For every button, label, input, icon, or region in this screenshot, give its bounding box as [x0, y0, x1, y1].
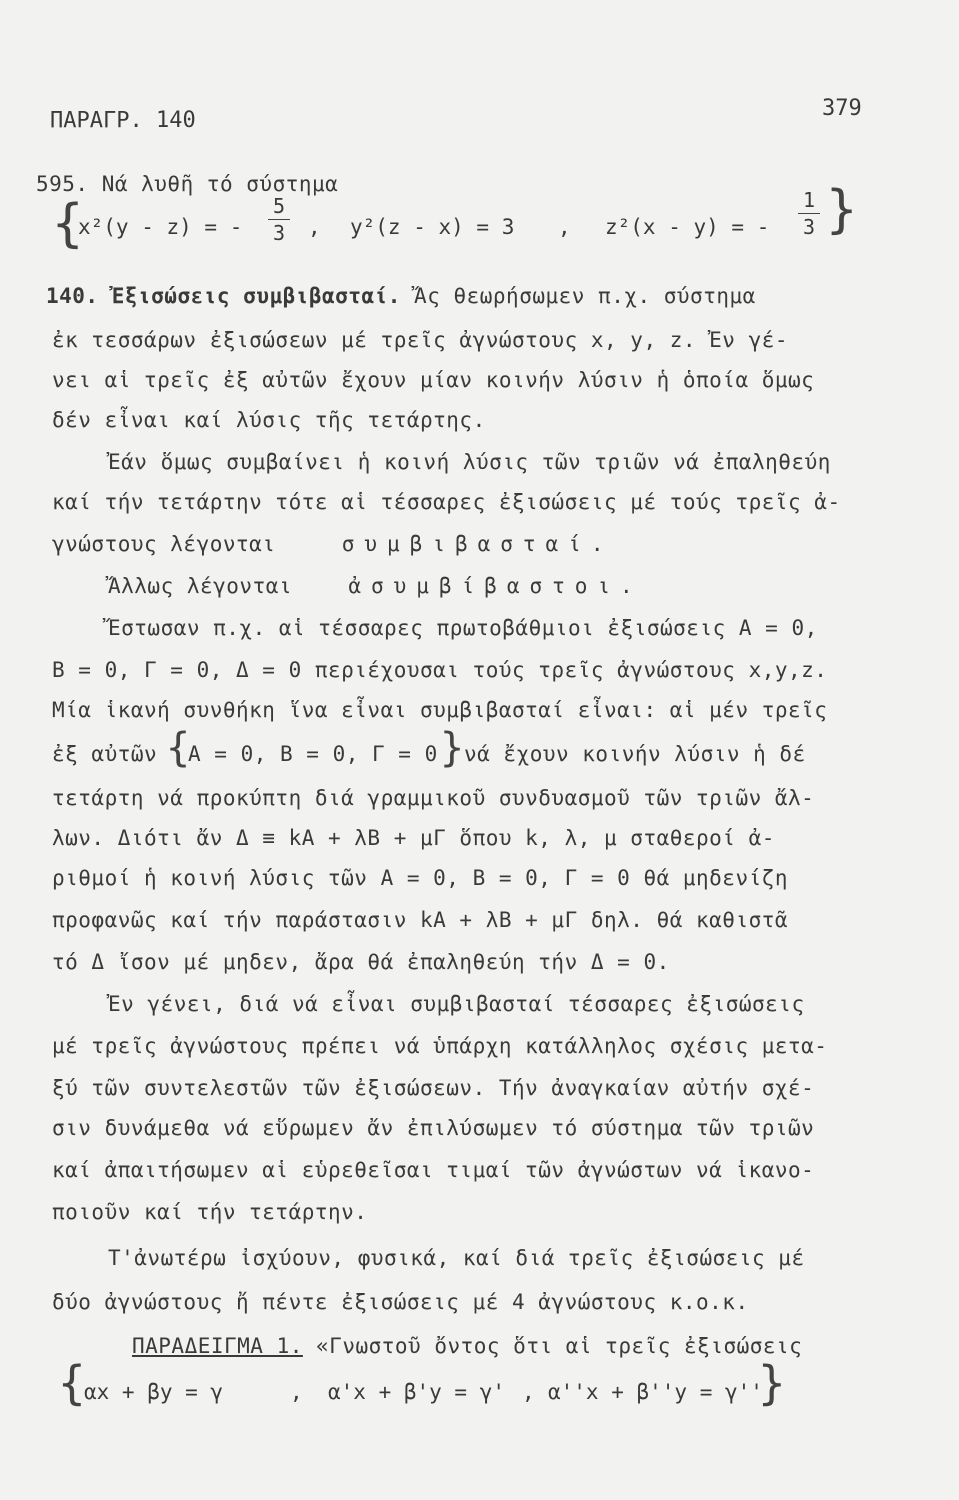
- text-line: ξύ τῶν συντελεστῶν τῶν ἐξισώσεων. Τήν ἀναγκαίαν αὐτήν σχέ-: [52, 1076, 815, 1100]
- text-fragment: ἐξ αὐτῶν: [52, 742, 158, 766]
- text-line: καί ἀπαιτήσωμεν αἱ εὑρεθεῖσαι τιμαί τῶν ἀγνώστων νά ἱκανο-: [52, 1158, 815, 1182]
- separator: ,: [522, 1380, 535, 1404]
- example-1-heading: [132, 1334, 802, 1358]
- problem-595-intro: 595. Νά λυθῆ τό σύστημα: [36, 172, 339, 196]
- separator: ,: [290, 1380, 303, 1404]
- fraction-denominator: 3: [802, 215, 816, 239]
- separator: ,: [308, 215, 321, 239]
- fraction-numerator: 5: [272, 194, 286, 218]
- equation-3: z²(x - y) = -: [605, 215, 770, 239]
- text-line: προφανῶς καί τήν παράστασιν kA + λB + μΓ δηλ. θά καθιστᾶ: [52, 908, 789, 932]
- equation-2: α'x + β'y = γ': [328, 1380, 506, 1404]
- equation-2: y²(z - x) = 3: [350, 215, 515, 239]
- text-line: B = 0, Γ = 0, Δ = 0 περιέχουσαι τούς τρεῖς ἀγνώστους x,y,z.: [52, 658, 828, 682]
- text-fragment: Ἄλλως λέγονται: [108, 574, 293, 598]
- text-line: μέ τρεῖς ἀγνώστους πρέπει νά ὑπάρχη κατάλληλος σχέσις μετα-: [52, 1034, 828, 1058]
- text-line: ἐκ τεσσάρων ἐξισώσεων μέ τρεῖς ἀγνώστους x, y, z. Ἐν γέ-: [52, 328, 789, 352]
- text-line: Ἔστωσαν π.χ. αἱ τέσσαρες πρωτοβάθμιοι ἐξισώσεις A = 0,: [108, 616, 818, 640]
- text-line: ριθμοί ἡ κοινή λύσις τῶν A = 0, B = 0, Γ = 0 θά μηδενίζη: [52, 866, 789, 890]
- text-fragment: γνώστους λέγονται: [52, 532, 276, 556]
- page-number: 379: [822, 96, 862, 121]
- text-line-compatible: [52, 532, 613, 556]
- right-brace: }: [758, 1356, 786, 1410]
- fraction-1-3: [798, 188, 820, 239]
- equation-3: α''x + β''y = γ'': [548, 1380, 763, 1404]
- text-line: τό Δ ἴσον μέ μηδεν, ἄρα θά ἐπαληθεύη τήν Δ = 0.: [52, 950, 670, 974]
- text-line: δέν εἶναι καί λύσις τῆς τετάρτης.: [52, 408, 486, 432]
- inline-equations: A = 0, B = 0, Γ = 0: [188, 742, 438, 766]
- text-line: καί τήν τετάρτην τότε αἱ τέσσαρες ἐξισώσεις μέ τούς τρεῖς ἀ-: [52, 490, 841, 514]
- separator: ,: [558, 215, 571, 239]
- fraction-denominator: 3: [272, 221, 286, 245]
- equation-1: αx + βy = γ: [84, 1380, 224, 1404]
- text-line: ποιοῦν καί τήν τετάρτην.: [52, 1200, 368, 1224]
- text-line: Ἐν γένει, διά νά εἶναι συμβιβασταί τέσσαρες ἐξισώσεις: [108, 992, 805, 1016]
- section-140-heading: [46, 284, 756, 308]
- text-line: Μία ἱκανή συνθήκη ἵνα εἶναι συμβιβασταί εἶναι: αἱ μέν τρεῖς: [52, 698, 828, 722]
- left-brace: {: [52, 194, 84, 254]
- section-title: Ἐξισώσεις συμβιβασταί.: [111, 284, 401, 308]
- fraction-bar: [798, 213, 820, 214]
- section-number: 140.: [46, 284, 99, 308]
- text-line: Ἐάν ὅμως συμβαίνει ἡ κοινή λύσις τῶν τριῶν νά ἐπαληθεύη: [108, 450, 831, 474]
- text-line-incompatible: [108, 574, 643, 598]
- text-line: τετάρτη νά προκύπτη διά γραμμικοῦ συνδυασμοῦ τῶν τριῶν ἄλ-: [52, 786, 815, 810]
- fraction-numerator: 1: [802, 188, 816, 212]
- section-heading-rest: Ἄς θεωρήσωμεν π.χ. σύστημα: [414, 284, 756, 308]
- text-fragment: νά ἔχουν κοινήν λύσιν ἡ δέ: [464, 742, 806, 766]
- section-header: ΠΑΡΑΓΡ. 140: [50, 108, 196, 133]
- equation-1: x²(y - z) = -: [78, 215, 243, 239]
- text-line: λων. Διότι ἄν Δ ≡ kA + λB + μΓ ὅπου k, λ, μ σταθεροί ἀ-: [52, 826, 775, 850]
- right-brace: }: [440, 725, 465, 771]
- left-brace: {: [166, 725, 191, 771]
- text-line: σιν δυνάμεθα νά εὕρωμεν ἄν ἐπιλύσωμεν τό σύστημα τῶν τριῶν: [52, 1116, 815, 1140]
- example-label: ΠΑΡΑΔΕΙΓΜΑ 1.: [132, 1334, 303, 1358]
- text-line: Τ'ἀνωτέρω ἰσχύουν, φυσικά, καί διά τρεῖς ἐξισώσεις μέ: [108, 1246, 805, 1270]
- text-line: δύο ἀγνώστους ἤ πέντε ἐξισώσεις μέ 4 ἀγνώστους κ.ο.κ.: [52, 1290, 749, 1314]
- right-brace: }: [826, 180, 858, 240]
- fraction-5-3: [268, 194, 290, 245]
- term-incompatible: ἀσυμβίβαστοι.: [348, 574, 643, 598]
- example-text: «Γνωστοῦ ὄντος ὅτι αἱ τρεῖς ἐξισώσεις: [316, 1334, 803, 1358]
- term-compatible: συμβιβασταί.: [341, 532, 614, 556]
- left-brace: {: [58, 1356, 86, 1410]
- text-line: νει αἱ τρεῖς ἐξ αὐτῶν ἔχουν μίαν κοινήν λύσιν ἡ ὁποία ὅμως: [52, 368, 815, 392]
- fraction-bar: [268, 219, 290, 220]
